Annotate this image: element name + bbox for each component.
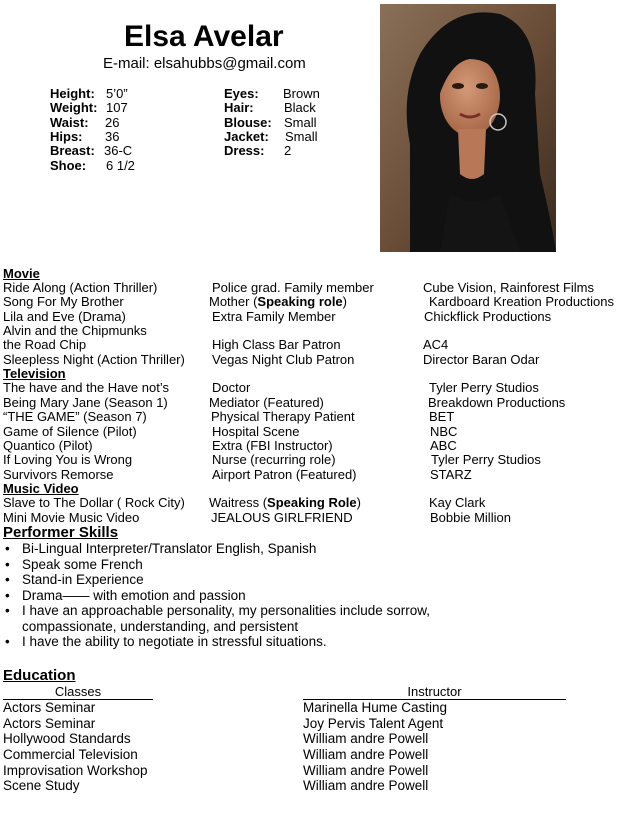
- class-name: Hollywood Standards: [3, 731, 131, 746]
- credit-title: Game of Silence (Pilot): [3, 424, 137, 439]
- list-item: [0, 603, 630, 634]
- stat-weight: [50, 100, 128, 115]
- credit-row: [3, 452, 633, 467]
- credit-title: Survivors Remorse: [3, 467, 114, 482]
- credit-company: Cube Vision, Rainforest Films: [423, 280, 594, 295]
- credit-row: [3, 337, 633, 352]
- credit-company: Tyler Perry Studios: [429, 380, 539, 395]
- credit-title: The have and the Have not’s: [3, 380, 169, 395]
- credit-company: Kay Clark: [429, 495, 486, 510]
- class-name: Scene Study: [3, 778, 80, 793]
- credit-row: [3, 438, 633, 453]
- credit-title: the Road Chip: [3, 337, 87, 352]
- credit-role: Physical Therapy Patient: [211, 409, 355, 424]
- credit-company: Kardboard Kreation Productions: [429, 294, 615, 309]
- credit-title: Sleepless Night (Action Thriller): [3, 352, 185, 367]
- table-row: [3, 716, 633, 732]
- stat-value: 6 1/2: [106, 158, 135, 173]
- stat-value: Brown: [283, 86, 320, 101]
- stat-label: Weight:: [50, 100, 98, 115]
- role-prefix: Waitress (: [209, 495, 268, 510]
- stat-blouse: [224, 115, 317, 130]
- actor-name: Elsa Avelar: [124, 20, 284, 53]
- stat-value: 36-C: [104, 143, 133, 158]
- list-item: [0, 634, 630, 650]
- section-television-heading: Television: [3, 366, 66, 381]
- credit-company: BET: [429, 409, 455, 424]
- stat-value: Black: [284, 100, 316, 115]
- credit-title: Alvin and the Chipmunks: [3, 323, 147, 338]
- skill-text: Speak some French: [22, 556, 143, 572]
- section-movie-heading: Movie: [3, 266, 40, 281]
- stat-shoe: [50, 158, 135, 173]
- stat-jacket: [224, 129, 318, 144]
- credit-title: Mini Movie Music Video: [3, 510, 140, 525]
- instructor-name: William andre Powell: [303, 747, 429, 762]
- credit-role: [209, 294, 347, 309]
- credit-row: [3, 395, 633, 410]
- skill-text: I have an approachable personality, my personalities include sorrow, compassionate, understanding, and persistent: [22, 603, 430, 634]
- credit-company: Chickflick Productions: [424, 309, 552, 324]
- skill-text: I have the ability to negotiate in stressful situations.: [22, 634, 327, 649]
- instructor-name: William andre Powell: [303, 731, 429, 746]
- credit-row: [3, 323, 633, 338]
- instructor-name: William andre Powell: [303, 778, 429, 793]
- table-row: [3, 763, 633, 779]
- class-name: Commercial Television: [3, 747, 138, 762]
- credit-role: Extra (FBI Instructor): [212, 438, 333, 453]
- section-skills-heading: Performer Skills: [3, 524, 119, 541]
- list-item: [0, 588, 630, 604]
- stat-breast: [50, 143, 133, 158]
- stat-value: 26: [105, 115, 120, 130]
- table-row: [3, 778, 633, 794]
- bullet-icon: •: [5, 572, 10, 587]
- class-name: Actors Seminar: [3, 716, 96, 731]
- credit-title: Quantico (Pilot): [3, 438, 93, 453]
- stat-dress: [224, 143, 292, 158]
- stat-value: Small: [285, 129, 318, 144]
- stat-eyes: [224, 86, 320, 101]
- stat-label: Jacket:: [224, 129, 269, 144]
- instructor-name: Joy Pervis Talent Agent: [303, 716, 444, 731]
- stat-label: Dress:: [224, 143, 265, 158]
- credit-title: If Loving You is Wrong: [3, 452, 133, 467]
- credit-role: Police grad. Family member: [212, 280, 374, 295]
- list-item: [0, 541, 630, 557]
- credit-row: [3, 294, 633, 309]
- credit-row: [3, 467, 633, 482]
- credit-row: [3, 380, 633, 395]
- credit-row: [3, 495, 633, 510]
- stat-label: Height:: [50, 86, 95, 101]
- role-emphasis: Speaking role: [257, 294, 343, 309]
- stat-height: [50, 86, 128, 101]
- credit-role: Extra Family Member: [212, 309, 336, 324]
- credit-title: Ride Along (Action Thriller): [3, 280, 158, 295]
- stat-label: Waist:: [50, 115, 89, 130]
- skill-text: Bi-Lingual Interpreter/Translator English, Spanish: [22, 541, 317, 556]
- bullet-icon: •: [5, 587, 10, 603]
- list-item: [0, 557, 630, 573]
- list-item: [0, 572, 630, 588]
- stat-value: 107: [106, 100, 128, 115]
- column-header-label: Classes: [3, 684, 153, 700]
- section-education-heading: Education: [3, 667, 76, 684]
- headshot-photo: [380, 4, 556, 252]
- stat-hair: [224, 100, 316, 115]
- credit-role: Airport Patron (Featured): [212, 467, 357, 482]
- credit-row: [3, 424, 633, 439]
- credit-title: Slave to The Dollar ( Rock City): [3, 495, 185, 510]
- stat-hips: [50, 129, 120, 144]
- stat-label: Hair:: [224, 100, 254, 115]
- role-suffix: ): [356, 495, 361, 510]
- credit-title: “THE GAME” (Season 7): [3, 409, 147, 424]
- stat-label: Blouse:: [224, 115, 272, 130]
- stat-value: 36: [105, 129, 120, 144]
- stat-value: 2: [284, 143, 292, 158]
- stat-value: 5’0”: [106, 86, 128, 101]
- class-name: Improvisation Workshop: [3, 763, 148, 778]
- credit-role: JEALOUS GIRLFRIEND: [211, 510, 353, 525]
- table-row: [3, 731, 633, 747]
- credit-role: Hospital Scene: [212, 424, 300, 439]
- role-emphasis: Speaking Role: [267, 495, 357, 510]
- credit-company: Tyler Perry Studios: [431, 452, 541, 467]
- bullet-icon: •: [5, 556, 10, 572]
- stat-label: Eyes:: [224, 86, 259, 101]
- credit-company: Director Baran Odar: [423, 352, 540, 367]
- headshot-illustration: [380, 4, 556, 252]
- credit-title: Song For My Brother: [3, 294, 124, 309]
- credit-row: [3, 309, 633, 324]
- stat-value: Small: [284, 115, 317, 130]
- credit-title: Lila and Eve (Drama): [3, 309, 126, 324]
- column-header-classes: [3, 684, 153, 700]
- table-row: [3, 700, 633, 716]
- section-music-video-heading: Music Video: [3, 481, 79, 496]
- stat-waist: [50, 115, 120, 130]
- column-header-instructor: [303, 684, 566, 700]
- credit-company: Breakdown Productions: [428, 395, 566, 410]
- role-prefix: Mother (: [209, 294, 258, 309]
- class-name: Actors Seminar: [3, 700, 96, 715]
- skills-list: [0, 541, 630, 650]
- credit-role: Doctor: [212, 380, 251, 395]
- email-address[interactable]: E-mail: elsahubbs@gmail.com: [103, 55, 306, 72]
- skill-text: Stand-in Experience: [22, 572, 144, 587]
- column-header-label: Instructor: [303, 684, 566, 700]
- credit-row: [3, 352, 633, 367]
- credit-company: NBC: [430, 424, 458, 439]
- credit-row: [3, 409, 633, 424]
- credit-title: Being Mary Jane (Season 1): [3, 395, 168, 410]
- bullet-icon: •: [5, 541, 10, 556]
- table-row: [3, 747, 633, 763]
- credit-role: Mediator (Featured): [209, 395, 324, 410]
- role-suffix: ): [342, 294, 347, 309]
- bullet-icon: •: [5, 634, 10, 649]
- credit-role: High Class Bar Patron: [212, 337, 341, 352]
- credit-row: [3, 510, 633, 525]
- instructor-name: Marinella Hume Casting: [303, 700, 448, 715]
- stat-label: Shoe:: [50, 158, 87, 173]
- credit-role: Vegas Night Club Patron: [212, 352, 355, 367]
- credit-role: Nurse (recurring role): [212, 452, 336, 467]
- credit-company: STARZ: [430, 467, 472, 482]
- credit-row: [3, 280, 633, 295]
- credit-company: AC4: [423, 337, 449, 352]
- credit-role: [209, 495, 361, 510]
- skill-text: Drama—— with emotion and passion: [22, 587, 246, 603]
- instructor-name: William andre Powell: [303, 763, 429, 778]
- credit-company: Bobbie Million: [430, 510, 511, 525]
- credit-company: ABC: [430, 438, 457, 453]
- bullet-icon: •: [5, 603, 10, 618]
- stat-label: Hips:: [50, 129, 83, 144]
- stat-label: Breast:: [50, 143, 95, 158]
